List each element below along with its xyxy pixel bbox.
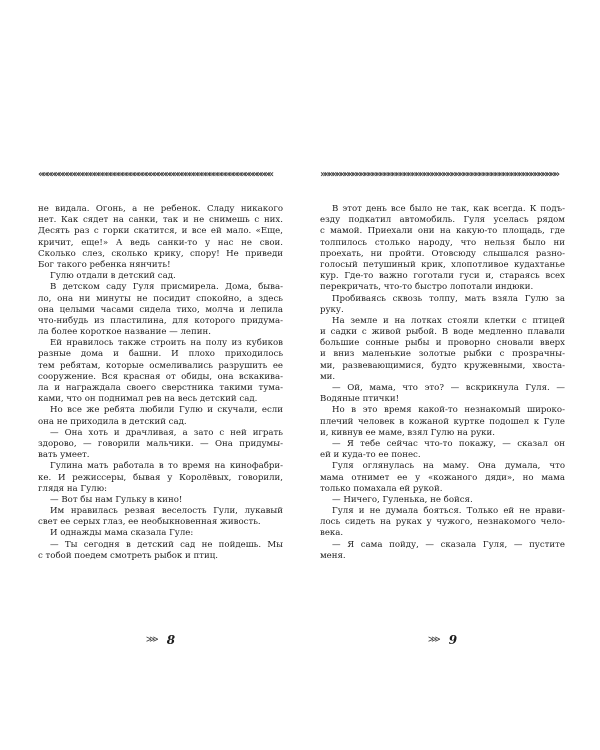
text-line: В этот день все было не так, как всегда. К подъ- [332,204,565,214]
text-line: перекричать, что-то быстро лопотали индюки. [320,282,534,293]
text-line: — Вот бы нам Гульку в кино! [50,494,183,505]
page-number: 8 [166,633,176,647]
text-line: меня. [320,550,346,561]
text-line: Десять раз с горки скатится, и все ей мало. «Еще, [38,226,283,237]
text-line: Водяные птички! [320,394,400,405]
text-line: ми. [320,371,336,382]
text-line: проехать, ни пройти. Отовсюду слышался разно- [320,248,565,259]
text-line: с мамой. Приехали они на какую-то площадь, где [320,226,565,237]
ornament-divider-left: ««««««««««««««««««««««««««««««««««««««««««««««««««««««««««« [38,169,272,180]
text-line: На земле и на лотках стояли клетки с птицей [332,315,565,326]
text-line: толпилось столько народу, что нельзя было ни [320,237,565,248]
folio-arrows-icon: ⋙ [145,635,158,645]
text-line: и вниз маленькие золотые рыбки с прозрачны- [320,349,565,360]
right-page-folio [320,633,565,647]
text-line: — Я сама пойду, — сказала Гуля, — пустите [332,539,565,550]
text-line: езду подкатил автомобиль. Гуля уселась рядом [320,215,565,226]
text-line: большие сонные рыбы и проворно сновали вверх [320,338,565,349]
text-line: ми, развевающимися, будто кружевными, хвоста- [320,360,565,371]
text-line: тем ребятам, которые осмеливались разрушить ее [38,360,283,371]
left-page-folio [38,633,283,647]
text-line: не видала. Огонь, а не ребенок. Сладу никакого [38,204,283,214]
text-line: кур. Где-то важно гоготали гуси и, стараясь всех [320,271,565,282]
text-line: Гулина мать работала в то время на кинофабри- [50,461,283,472]
text-line: Но все же ребята любили Гулю и скучали, если [50,405,283,416]
text-line: ло, она ни минуты не посидит спокойно, а здесь [38,293,283,304]
text-line: И однажды мама сказала Гуле: [50,528,194,539]
text-line: она целыми часами сидела тихо, молча и лепила [38,304,283,315]
ornament-divider-right: »»»»»»»»»»»»»»»»»»»»»»»»»»»»»»»»»»»»»»»»»»»»»»»»»»»»»»»»»»»» [320,169,558,180]
text-line: только помахала ей рукой. [320,483,443,494]
folio-arrows-icon: ⋙ [427,635,440,645]
text-line: что-нибудь из пластилина, для которого придума- [38,315,283,326]
text-line: ке. И режиссеры, бывая у Королёвых, говорили, [38,472,283,483]
text-line: Бог такого ребенка нянчить! [38,259,171,270]
text-line: она не приходила в детский сад. [38,416,187,427]
text-line: — Ой, мама, что это? — вскрикнула Гуля. — [332,383,565,393]
left-page [38,168,283,562]
right-page-text [320,204,565,562]
text-line: ками, что он поднимал рев на весь детский сад. [38,394,258,405]
text-line: свет ее серых глаз, ее необыкновенная живость. [38,517,261,528]
text-line: Но в это время какой-то незнакомый широко- [332,405,565,416]
text-line: — Я тебе сейчас что-то покажу, — сказал он [332,438,565,449]
text-line: — Ты сегодня в детский сад не пойдешь. Мы [50,539,283,550]
left-page-text [38,204,283,562]
text-line: разные дома и башни. И плохо приходилось [38,349,283,360]
text-line: лось сидеть на руках у чужого, незнакомого чело- [320,517,565,528]
text-line: ла более короткое название — лепин. [38,327,211,338]
text-line: — Ничего, Гуленька, не бойся. [332,494,473,505]
text-line: нет. Как сядет на санки, так и не снимешь с них. [38,215,283,226]
text-line: Ей нравилось также строить на полу из кубиков [50,338,283,349]
text-line: Гулю отдали в детский сад. [50,271,176,282]
text-line: руку. [320,304,344,315]
text-line: Гуля и не думала бояться. Только ей не нрави- [332,506,565,517]
page-number: 9 [448,633,458,647]
text-line: здорово, — говорили мальчики. — Она придумы- [38,438,283,449]
text-line: и садки с живой рыбой. В воде медленно плавали [320,327,565,338]
text-line: с тобой поедем смотреть рыбок и птиц. [38,550,218,561]
text-line: ла и награждала своего сверстника такими тума- [38,383,283,393]
text-line: глядя на Гулю: [38,483,107,494]
text-line: мама отнимет ее у «кожаного дяди», но мама [320,472,565,483]
text-line: кричит, еще!» А ведь санки-то у нас не свои. [38,237,283,248]
text-line: сооружение. Вся красная от обиды, она вскакива- [38,371,283,382]
text-line: Гуля оглянулась на маму. Она думала, что [332,461,565,472]
text-line: — Она хоть и драчливая, а зато с ней играть [50,427,283,438]
text-line: Пробиваясь сквозь толпу, мать взяла Гулю за [332,293,565,304]
right-page [320,168,565,562]
text-line: вать умеет. [38,450,90,461]
text-line: голосый петушиный крик, хлопотливое кудахтанье [320,259,565,270]
text-line: и, кивнув ее маме, взял Гулю на руки. [320,427,495,438]
text-line: плечий человек в кожаной куртке подошел к Гуле [320,416,565,427]
text-line: Сколько слез, сколько крику, спору! Не приведи [38,248,283,259]
text-line: В детском саду Гуля присмирела. Дома, быва- [50,282,283,293]
text-line: Им нравилась резвая веселость Гули, лукавый [50,506,283,517]
text-line: века. [320,528,344,539]
text-line: ей и куда-то ее понес. [320,450,421,461]
